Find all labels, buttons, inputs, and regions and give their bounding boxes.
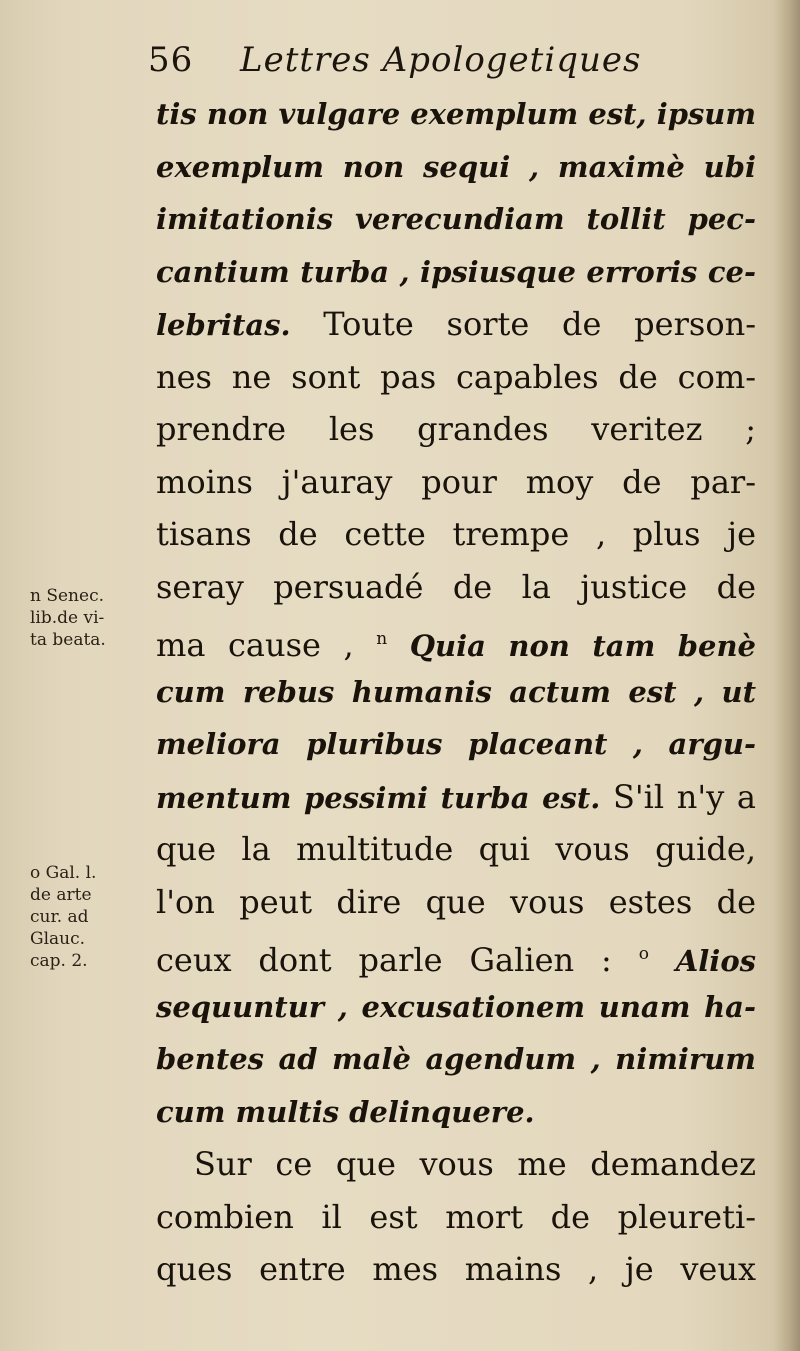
text-segment: ma cause , xyxy=(156,626,377,664)
margin-note-line: n Senec. xyxy=(30,586,104,606)
running-header xyxy=(148,40,641,80)
text-line: tis non vulgare exemplum est, ipsum xyxy=(156,97,757,131)
text-line xyxy=(156,771,756,824)
text-line: meliora pluribus placeant , argu- xyxy=(156,727,756,761)
text-line: exemplum non sequi , maximè ubi xyxy=(156,149,756,184)
margin-note-line: Glauc. xyxy=(30,929,86,949)
page-edge-shadow xyxy=(774,0,800,1351)
text-line: prendre les grandes veritez ; xyxy=(156,410,756,448)
text-line: l'on peut dire que vous estes de xyxy=(156,882,756,921)
text-line: que la multitude qui vous guide, xyxy=(156,830,756,868)
note-marker: o xyxy=(638,944,649,964)
text-line: cum multis delinquere. xyxy=(156,1094,535,1129)
text-segment: ceux dont parle Galien : xyxy=(156,941,639,979)
margin-note-line: lib.de vi- xyxy=(30,608,105,628)
margin-note-line: ta beata. xyxy=(30,630,106,650)
margin-note-line: o Gal. l. xyxy=(30,863,97,883)
page-number: 56 xyxy=(148,40,194,80)
text-line: sequuntur , excusationem unam ha- xyxy=(156,989,756,1024)
text-line: imitationis verecundiam tollit pec- xyxy=(156,202,756,236)
text-line xyxy=(156,298,756,351)
text-line: cantium turba , ipsiusque erroris ce- xyxy=(156,254,756,289)
margin-note-seneca xyxy=(30,585,106,651)
text-line xyxy=(156,613,756,666)
text-segment: Alios xyxy=(648,944,756,978)
text-line: seray persuadé de la justice de xyxy=(156,567,756,606)
body-text xyxy=(156,88,756,1296)
text-line: bentes ad malè agendum , nimirum xyxy=(156,1042,756,1076)
text-segment: Quia non tam benè xyxy=(387,629,757,663)
text-segment: Toute sorte de person- xyxy=(323,305,757,343)
note-marker: n xyxy=(376,629,388,649)
text-line: Sur ce que vous me demandez xyxy=(194,1145,756,1183)
margin-note-galien xyxy=(30,862,96,972)
margin-note-line: cap. 2. xyxy=(30,951,88,971)
text-segment: lebritas. xyxy=(156,308,324,342)
text-line: cum rebus humanis actum est , ut xyxy=(156,674,756,709)
text-line: combien il est mort de pleureti- xyxy=(156,1197,756,1236)
text-line: tisans de cette trempe , plus je xyxy=(156,515,756,553)
text-line: ques entre mes mains , je veux xyxy=(156,1250,756,1288)
margin-note-line: de arte xyxy=(30,885,92,905)
text-line: moins j'auray pour moy de par- xyxy=(156,462,756,501)
text-line xyxy=(156,928,756,981)
text-line: nes ne sont pas capables de com- xyxy=(156,357,756,396)
text-segment: S'il n'y a xyxy=(612,777,757,816)
margin-note-line: cur. ad xyxy=(30,907,89,927)
running-title: Lettres Apologetiques xyxy=(240,40,642,80)
text-segment: mentum pessimi turba est. xyxy=(156,780,613,815)
